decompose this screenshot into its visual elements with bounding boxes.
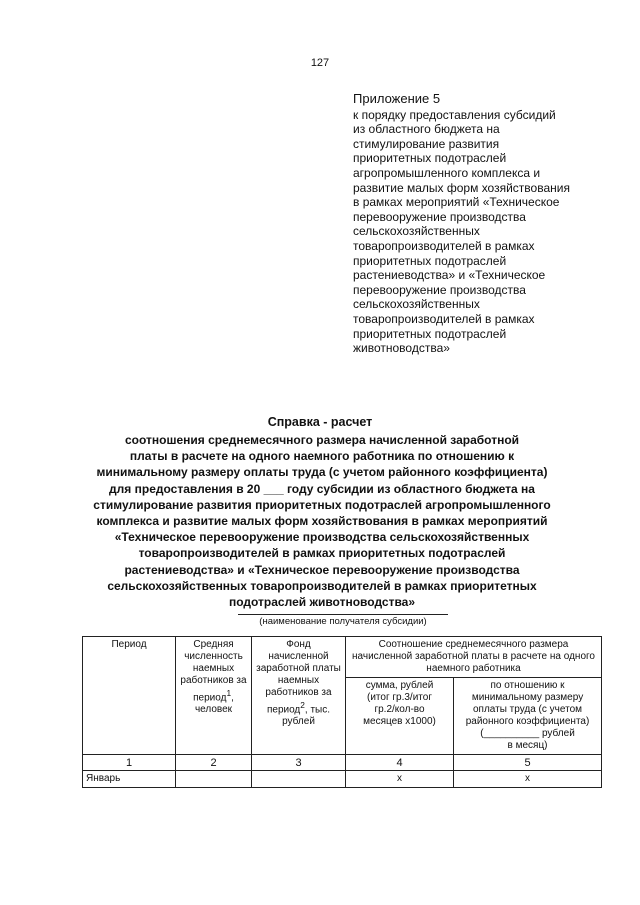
table-row [83, 771, 602, 788]
row-period: Январь [83, 771, 176, 788]
header-ratio-group: Соотношение среднемесячного размера начисленной заработной платы в расчете на одного наемного работника [346, 637, 602, 678]
header-sum-rubles: сумма, рублей (итог гр.3/итог гр.2/кол-во месяцев х1000) [346, 678, 454, 755]
column-number: 3 [252, 755, 346, 771]
appendix-block [353, 92, 613, 356]
header-avg-headcount-text: Средняя численность наемных работников за период [180, 639, 247, 704]
recipient-name-line [238, 614, 448, 615]
document-subtitle: соотношения среднемесячного размера начисленной заработной платы в расчете на одного наемного работника по отношению к минимальному размеру оплаты труда (с учетом районного коэффициента) для предоставления в 20 ___ году субсидии из областного бюджета на стимулирование развития приоритетных подотраслей агропромышленного комплекса и развитие малых форм хозяйствования в рамках мероприятий «Техническое перевооружение производства сельскохозяйственных товаропроизводителей в рамках приоритетных подотраслей растениеводства» и «Техническое перевооружение производства сельскохозяйственных товаропроизводителей в рамках приоритетных подотраслей животноводства» [93, 433, 551, 610]
header-mrot-ratio: по отношению к минимальному размеру оплаты труда (с учетом районного коэффициента) (__________ рублей в месяц) [454, 678, 602, 755]
header-period: Период [83, 637, 176, 755]
appendix-body: к порядку предоставления субсидий из областного бюджета на стимулирование развития приоритетных подотраслей агропромышленного комплекса и развитие малых форм хозяйствования в рамках мероприятий «Техническое перевооружение производства сельскохозяйственных товаропроизводителей в рамках приоритетных подотраслей растениеводства» и «Техническое перевооружение производства сельскохозяйственных товаропроизводителей в рамках приоритетных подотраслей животноводства» [353, 107, 570, 356]
column-number: 1 [83, 755, 176, 771]
header-payroll-fund-unit: , тыс. рублей [282, 704, 331, 728]
appendix-title: Приложение 5 [353, 91, 441, 106]
column-number: 5 [454, 755, 602, 771]
document-title: Справка - расчет [267, 415, 373, 429]
column-number-row [83, 755, 602, 771]
header-row-1 [83, 637, 602, 678]
column-number: 4 [346, 755, 454, 771]
calculation-table [82, 636, 602, 788]
row-headcount [176, 771, 252, 788]
column-number: 2 [176, 755, 252, 771]
header-payroll-fund-text: Фонд начисленной заработной платы наемных работников за период [256, 639, 341, 716]
header-avg-headcount-unit: , человек [194, 692, 234, 716]
header-avg-headcount [176, 637, 252, 755]
row-sum: х [346, 771, 454, 788]
row-mrot: х [454, 771, 602, 788]
row-payroll [252, 771, 346, 788]
page-number: 127 [310, 57, 330, 69]
footnote-mark-2: 2 [300, 700, 305, 710]
recipient-caption: (наименование получателя субсидии) [259, 616, 427, 627]
footnote-mark-1: 1 [226, 688, 232, 698]
header-payroll-fund [252, 637, 346, 755]
